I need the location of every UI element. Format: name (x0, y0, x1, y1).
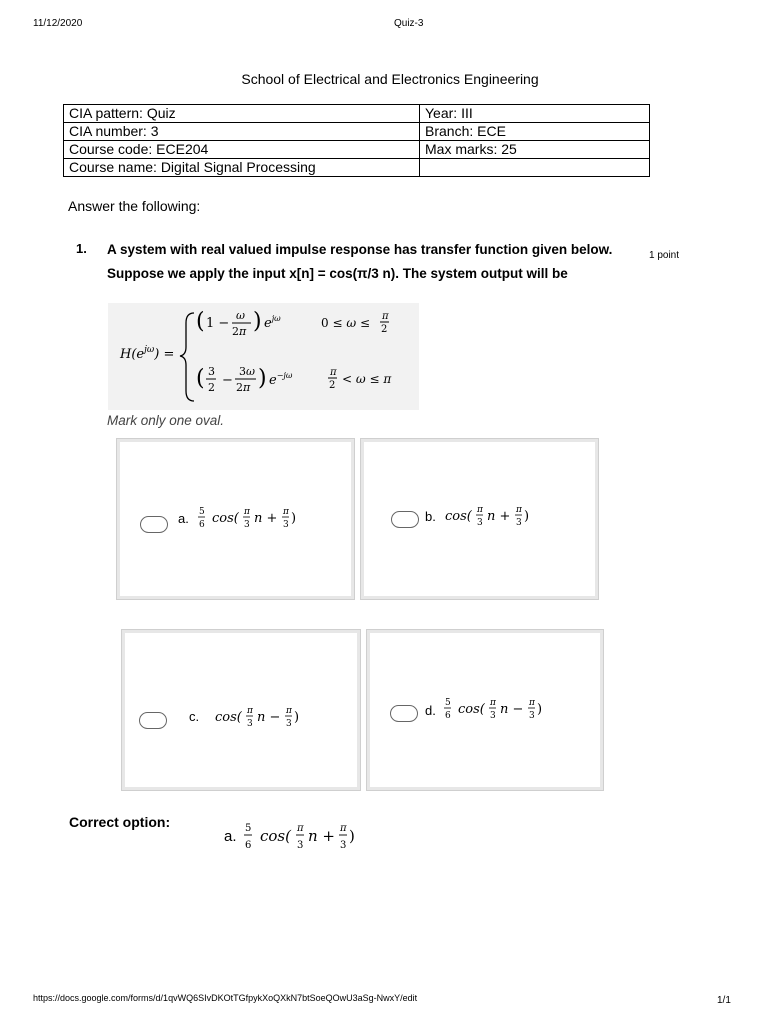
svg-text:π: π (490, 698, 496, 708)
option-a-radio[interactable] (140, 516, 168, 533)
svg-text:π: π (244, 507, 250, 517)
option-b-label: b. (425, 509, 436, 524)
svg-text:π: π (297, 823, 304, 834)
footer-url: https://docs.google.com/forms/d/1qvWQ6SIvDKOtTGfpykXoQXkN7btSoeQOwU3aSg-NwxY/edit (33, 993, 418, 1003)
svg-text:2: 2 (208, 381, 215, 394)
svg-text:< ω ≤ π: < ω ≤ π (342, 372, 392, 386)
svg-text:n −: n − (257, 710, 281, 725)
svg-text:6: 6 (445, 711, 451, 721)
svg-text:cos(: cos( (212, 511, 239, 526)
option-d-expression (443, 694, 563, 728)
table-cell: Branch: ECE (420, 123, 650, 141)
svg-text:2π: 2π (232, 325, 247, 338)
svg-text:3: 3 (477, 518, 483, 528)
svg-text:n +: n + (254, 511, 278, 526)
svg-text:π: π (516, 505, 522, 515)
option-a-expression (197, 503, 317, 537)
svg-text:cos(: cos( (445, 509, 472, 524)
table-cell: CIA pattern: Quiz (64, 105, 420, 123)
table-cell: Max marks: 25 (420, 141, 650, 159)
svg-text:): ) (258, 366, 267, 391)
question-points: 1 point (649, 250, 680, 261)
school-heading: School of Electrical and Electronics Engineering (241, 71, 539, 87)
svg-text:5: 5 (245, 823, 252, 834)
svg-text:n +: n + (308, 827, 335, 845)
option-c-label: c. (189, 709, 200, 724)
print-title: Quiz-3 (394, 18, 424, 29)
svg-text:3: 3 (247, 719, 253, 729)
course-info-table (63, 104, 650, 177)
table-cell: Course code: ECE204 (64, 141, 420, 159)
svg-text:5: 5 (445, 698, 451, 708)
question-text: A system with real valued impulse response has transfer function given below. Suppose we apply the input x[n] = cos(π/3 n). The system output will be (107, 242, 613, 281)
instruction-text: Answer the following: (68, 198, 201, 214)
svg-text:3: 3 (490, 711, 496, 721)
svg-text:3: 3 (529, 711, 535, 721)
svg-text:): ) (291, 511, 297, 526)
table-row (64, 123, 650, 141)
svg-text:−: − (222, 373, 233, 388)
svg-text:cos(: cos( (260, 827, 291, 845)
svg-text:): ) (524, 509, 530, 524)
svg-text:): ) (253, 309, 262, 334)
svg-text:n −: n − (500, 702, 524, 717)
svg-text:3ω: 3ω (239, 365, 255, 378)
svg-text:(: ( (196, 309, 205, 334)
svg-text:3: 3 (516, 518, 522, 528)
svg-text:2: 2 (381, 324, 388, 335)
svg-text:3: 3 (297, 840, 304, 851)
correct-option-label: a. (224, 828, 237, 845)
svg-text:π: π (477, 505, 483, 515)
option-b-expression (443, 501, 543, 535)
svg-text:ejω: $e^{j\omega}$ (264, 314, 281, 331)
svg-text:π: π (340, 823, 347, 834)
svg-text:3: 3 (286, 719, 292, 729)
option-d-label: d. (425, 703, 436, 718)
table-row (64, 105, 650, 123)
table-row (64, 141, 650, 159)
option-b-card[interactable] (360, 438, 599, 600)
correct-option-expression (243, 818, 383, 860)
svg-text:π: π (330, 367, 337, 378)
svg-text:cos(: cos( (215, 710, 242, 725)
mark-only-one-hint: Mark only one oval. (107, 413, 225, 428)
svg-text:5: 5 (199, 507, 205, 517)
svg-text:3: 3 (208, 365, 215, 378)
svg-text:): ) (537, 702, 543, 717)
table-cell: Year: III (420, 105, 650, 123)
option-a-card[interactable] (116, 438, 355, 600)
svg-text:n +: n + (487, 509, 511, 524)
svg-text:1 −: 1 − (206, 316, 230, 331)
svg-text:): ) (349, 827, 355, 845)
option-b-radio[interactable] (391, 511, 419, 528)
svg-text:π: π (283, 507, 289, 517)
svg-text:2π: 2π (236, 381, 251, 394)
option-d-card[interactable] (366, 629, 604, 791)
svg-text:cos(: cos( (458, 702, 485, 717)
equation-lhs: $H(e^{j\omega})$ = (120, 345, 175, 362)
question-number: 1. (76, 241, 87, 256)
option-c-radio[interactable] (139, 712, 167, 729)
svg-text:6: 6 (199, 520, 205, 530)
option-c-expression (213, 702, 313, 736)
svg-text:2: 2 (329, 380, 336, 391)
svg-text:π: π (247, 706, 253, 716)
svg-text:π: π (529, 698, 535, 708)
option-a-label: a. (178, 511, 189, 526)
svg-text:e−jω: $e^{-j\omega}$ (269, 371, 293, 388)
svg-text:0 ≤ ω ≤: 0 ≤ ω ≤ (321, 316, 370, 330)
table-cell: Course name: Digital Signal Processing (64, 159, 420, 177)
option-d-radio[interactable] (390, 705, 418, 722)
svg-text:3: 3 (244, 520, 250, 530)
svg-text:6: 6 (245, 840, 252, 851)
print-date: 11/12/2020 (33, 18, 83, 29)
svg-text:3: 3 (283, 520, 289, 530)
footer-page-number: 1/1 (717, 995, 731, 1006)
svg-text:3: 3 (340, 840, 347, 851)
svg-text:π: π (382, 311, 389, 322)
svg-text:ω: ω (236, 309, 245, 322)
transfer-function-equation (108, 303, 419, 410)
table-row (64, 159, 650, 177)
correct-option-heading: Correct option: (69, 814, 171, 830)
option-c-card[interactable] (121, 629, 361, 791)
table-cell (420, 159, 650, 177)
table-cell: CIA number: 3 (64, 123, 420, 141)
svg-text:): ) (294, 710, 300, 725)
svg-text:π: π (286, 706, 292, 716)
svg-text:(: ( (196, 366, 205, 391)
